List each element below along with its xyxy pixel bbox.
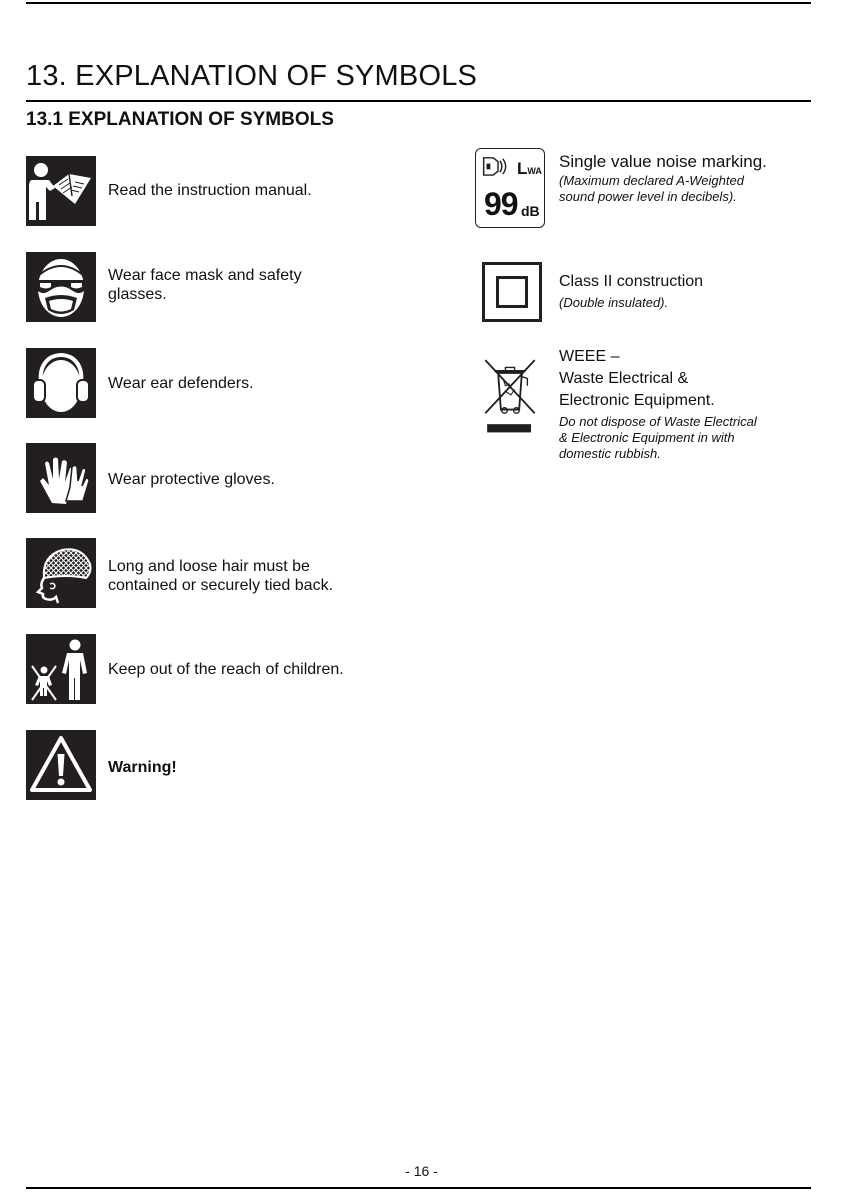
top-rule	[26, 2, 811, 4]
symbol-label: Warning!	[108, 759, 177, 776]
ear-defenders-icon	[26, 348, 96, 418]
noise-unit: dB	[521, 203, 540, 219]
class2-description: Class II construction (Double insulated).	[559, 273, 704, 310]
page-number: - 16 -	[405, 1163, 438, 1179]
symbol-label: Long and loose hair must be contained or securely tied back.	[108, 558, 334, 594]
double-insulated-icon	[482, 262, 542, 322]
noise-label: LWA	[517, 159, 542, 178]
page-title: 13. EXPLANATION OF SYMBOLS	[26, 60, 478, 92]
symbol-label: Read the instruction manual.	[108, 182, 312, 199]
symbol-label: Keep out of the reach of children.	[108, 661, 344, 678]
symbol-label: Wear ear defenders.	[108, 375, 254, 392]
warning-triangle-icon	[26, 730, 96, 800]
inner-square	[496, 276, 528, 308]
crossed-out-bin-icon	[478, 350, 542, 438]
keep-children-away-icon	[26, 634, 96, 704]
symbol-label: Wear face mask and safety glasses.	[108, 267, 302, 303]
protective-gloves-icon	[26, 443, 96, 513]
symbol-label: Wear protective gloves.	[108, 471, 275, 488]
face-mask-safety-glasses-icon	[26, 252, 96, 322]
weee-description: WEEE – Waste Electrical & Electronic Equipment. Do not dispose of Waste Electrical & Electronic Equipment in with domestic rubbish.	[559, 348, 757, 461]
title-rule	[26, 100, 811, 102]
read-manual-icon	[26, 156, 96, 226]
noise-description: Single value noise marking. (Maximum declared A-Weighted sound power level in decibels).	[559, 152, 767, 204]
hair-net-icon	[26, 538, 96, 608]
section-title: 13.1 EXPLANATION OF SYMBOLS	[26, 109, 334, 130]
bottom-rule	[26, 1187, 811, 1189]
noise-marking-icon	[475, 148, 545, 228]
noise-value: 99	[484, 186, 518, 222]
